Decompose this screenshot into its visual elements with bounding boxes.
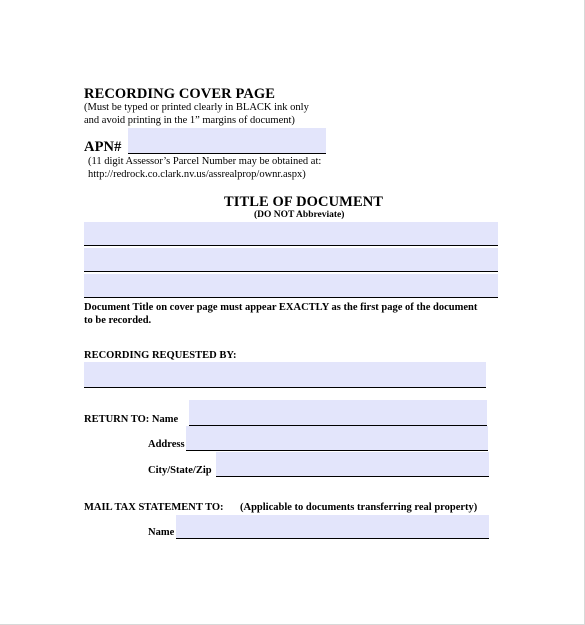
- mail-tax-label: MAIL TAX STATEMENT TO:: [84, 502, 224, 513]
- return-to-address-label: Address: [148, 439, 185, 450]
- apn-underline: [128, 153, 326, 154]
- return-to-address-underline: [186, 450, 488, 451]
- apn-help-link: http://redrock.co.clark.nv.us/assrealprop/ownr.aspx): [88, 169, 306, 180]
- apn-label: APN#: [84, 139, 122, 155]
- title-warning-line-1: Document Title on cover page must appear EXACTLY as the first page of the document: [84, 302, 478, 313]
- title-underline-2: [84, 271, 498, 272]
- return-to-city-label: City/State/Zip: [148, 465, 212, 476]
- return-to-city-underline: [216, 476, 489, 477]
- return-to-city-input[interactable]: [216, 452, 489, 476]
- document-title-line-1[interactable]: [84, 222, 498, 245]
- recording-requested-label: RECORDING REQUESTED BY:: [84, 350, 237, 361]
- title-warning-line-2: to be recorded.: [84, 315, 152, 326]
- apn-input[interactable]: [128, 128, 326, 154]
- return-to-name-input[interactable]: [189, 400, 487, 425]
- recording-requested-underline: [84, 387, 486, 388]
- return-to-name-label: RETURN TO: Name: [84, 414, 179, 425]
- document-title-line-2[interactable]: [84, 248, 498, 271]
- title-underline-1: [84, 245, 498, 246]
- apn-help-line-1: (11 digit Assessor’s Parcel Number may be obtained at:: [88, 156, 322, 167]
- mail-tax-name-underline: [176, 538, 489, 539]
- title-of-document-heading: TITLE OF DOCUMENT: [224, 194, 384, 210]
- do-not-abbreviate-note: (DO NOT Abbreviate): [254, 210, 345, 220]
- document-title-line-3[interactable]: [84, 274, 498, 297]
- mail-tax-name-input[interactable]: [176, 515, 489, 538]
- mail-tax-note: (Applicable to documents transferring real property): [240, 502, 478, 513]
- recording-requested-input[interactable]: [84, 362, 486, 387]
- mail-tax-name-label: Name: [148, 527, 175, 538]
- return-to-address-input[interactable]: [186, 426, 488, 450]
- ink-instructions-line-1: (Must be typed or printed clearly in BLACK ink only: [84, 102, 309, 113]
- ink-instructions-line-2: and avoid printing in the 1” margins of document): [84, 115, 295, 126]
- page-title: RECORDING COVER PAGE: [84, 86, 276, 102]
- title-underline-3: [84, 297, 498, 298]
